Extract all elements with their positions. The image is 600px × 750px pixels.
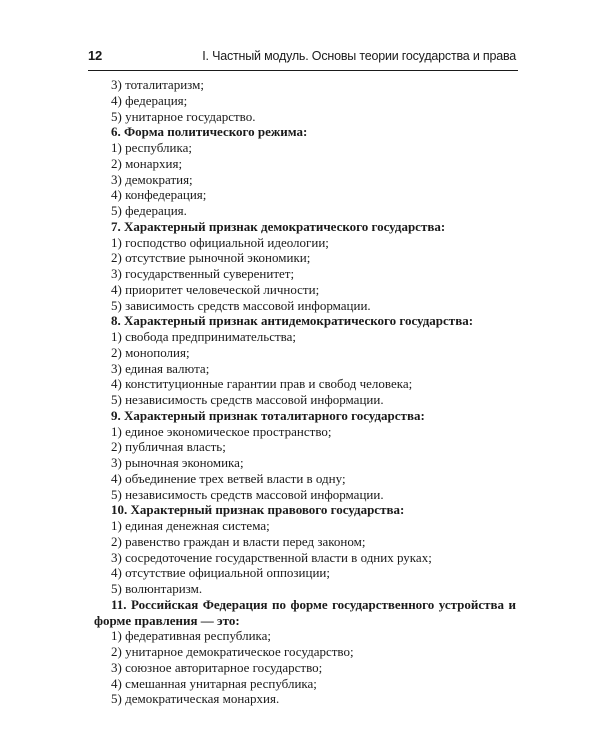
- option-line: 3) союзное авторитарное государство;: [111, 659, 323, 675]
- option-line: 5) независимость средств массовой информации.: [111, 392, 384, 407]
- option-line: 1) господство официальной идеологии;: [111, 234, 329, 250]
- option-line: 2) монархия;: [111, 155, 183, 171]
- option-line: 2) монополия;: [111, 344, 190, 360]
- option-line: 3) единая валюта;: [111, 360, 210, 376]
- question-title: 11. Российская Федерация по форме государственного устройства и форме правления — это:: [94, 596, 516, 628]
- option-line: 1) федеративная республика;: [111, 628, 272, 644]
- option-line: 1) единое экономическое пространство;: [111, 423, 332, 439]
- option-line: 5) независимость средств массовой информации.: [111, 486, 384, 502]
- option-line: 3) демократия;: [111, 171, 193, 187]
- option-line: 4) конституционные гарантии прав и свобод человека;: [111, 376, 413, 392]
- option-line: 1) республика;: [111, 140, 192, 155]
- question-title: 6. Форма политического режима:: [111, 124, 308, 140]
- option-line: 4) объединение трех ветвей власти в одну;: [111, 470, 346, 486]
- option-line: 5) волюнтаризм.: [111, 581, 203, 596]
- question-title: 7. Характерный признак демократического государства:: [111, 218, 446, 234]
- running-head: I. Частный модуль. Основы теории государства и права: [202, 49, 516, 63]
- option-line: 5) унитарное государство.: [111, 108, 256, 124]
- page-number: 12: [88, 48, 103, 63]
- option-line: 1) свобода предпринимательства;: [111, 329, 297, 344]
- header-rule: [88, 70, 518, 71]
- option-line: 3) сосредоточение государственной власти в одних руках;: [111, 549, 432, 565]
- question-title: 10. Характерный признак правового государства:: [111, 502, 405, 518]
- option-line: 4) федерация;: [111, 92, 188, 108]
- option-line: 4) приоритет человеческой личности;: [111, 281, 320, 297]
- question-title: 8. Характерный признак антидемократического государства:: [111, 313, 474, 329]
- page-header: [88, 46, 516, 66]
- option-line: 2) публичная власть;: [111, 439, 226, 455]
- option-line: 2) отсутствие рыночной экономики;: [111, 250, 311, 266]
- option-line: 1) единая денежная система;: [111, 518, 270, 533]
- option-line: 2) унитарное демократическое государство;: [111, 644, 354, 659]
- option-line: 2) равенство граждан и власти перед законом;: [111, 533, 366, 549]
- option-line: 5) федерация.: [111, 203, 187, 218]
- option-line: 4) отсутствие официальной оппозиции;: [111, 565, 331, 581]
- question-title: 9. Характерный признак тоталитарного государства:: [111, 407, 425, 423]
- page-content: [94, 77, 516, 707]
- option-line: 3) тоталитаризм;: [111, 77, 204, 92]
- option-line: 5) зависимость средств массовой информации.: [111, 297, 371, 313]
- option-line: 3) рыночная экономика;: [111, 455, 244, 470]
- option-line: 5) демократическая монархия.: [111, 691, 280, 707]
- option-line: 4) смешанная унитарная республика;: [111, 675, 317, 691]
- option-line: 3) государственный суверенитет;: [111, 266, 295, 281]
- option-line: 4) конфедерация;: [111, 187, 207, 203]
